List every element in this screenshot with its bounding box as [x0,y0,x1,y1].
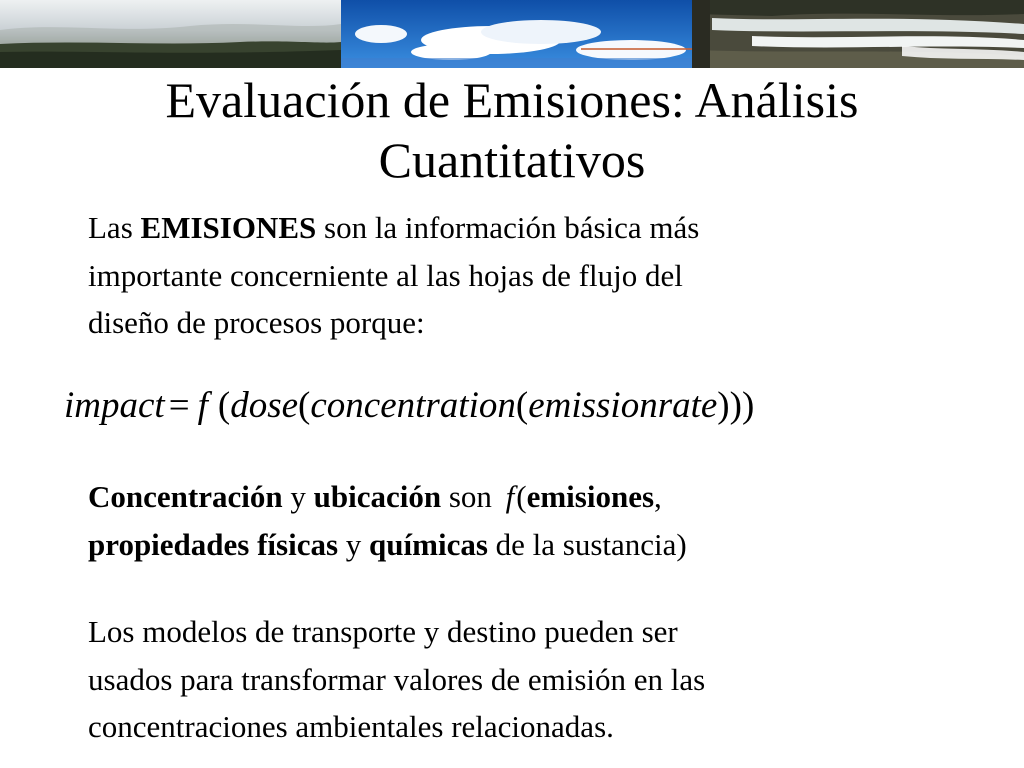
emisiones-keyword: EMISIONES [140,210,317,245]
equation-impact: impact [64,385,165,426]
equation-paren-2: ( [298,385,311,426]
concentration-paragraph [88,473,928,568]
propiedades-fisicas-term: propiedades físicas [88,526,339,562]
waterfall-image [692,0,1024,68]
equation-emissionrate: emissionrate [528,385,718,426]
connector-y-1: y [282,479,314,514]
quimicas-term: químicas [369,526,488,562]
equation-closing-parens: ))) [717,385,755,426]
slide-title-line-2: Cuantitativos [378,132,646,188]
header-photo-banner [0,0,1024,68]
models-paragraph [88,608,928,751]
concentration-line-1 [88,473,928,521]
comma: , [654,479,662,514]
intro-line-3: diseño de procesos porque: [88,305,425,340]
intro-text-start: Las [88,210,141,245]
function-f-symbol: f [505,479,515,514]
models-line-3: concentraciones ambientales relacionadas. [88,709,614,744]
connector-son: son [441,479,500,514]
connector-y-2: y [338,526,370,562]
concentration-line-2 [88,521,928,569]
slide-title [0,70,1024,190]
equation-dose: dose [230,385,299,426]
models-line-2: usados para transformar valores de emisión en las [88,661,706,697]
intro-line-1 [88,204,928,252]
equation-concentration: concentration [310,385,516,426]
intro-line-2: importante concerniente al las hojas de flujo del [88,257,683,293]
concentracion-keyword: Concentración [88,479,283,514]
intro-text-end: son la información básica más [316,210,700,245]
equation-paren-1: ( [217,385,231,426]
impact-equation [64,378,754,434]
equation-equals: = [168,385,190,426]
models-line-1: Los modelos de transporte y destino pueden ser [88,614,678,649]
sky-clouds-image [341,0,692,68]
ubicacion-keyword: ubicación [313,479,442,514]
equation-paren-3: ( [515,385,529,426]
equation-function-symbol: f [197,385,208,426]
open-paren: ( [516,479,527,514]
emisiones-term: emisiones [526,479,655,514]
plains-landscape-image [0,0,341,68]
intro-paragraph [88,204,928,347]
slide-title-line-1: Evaluación de Emisiones: Análisis [165,72,859,128]
sustancia-text: de la sustancia) [487,526,687,562]
